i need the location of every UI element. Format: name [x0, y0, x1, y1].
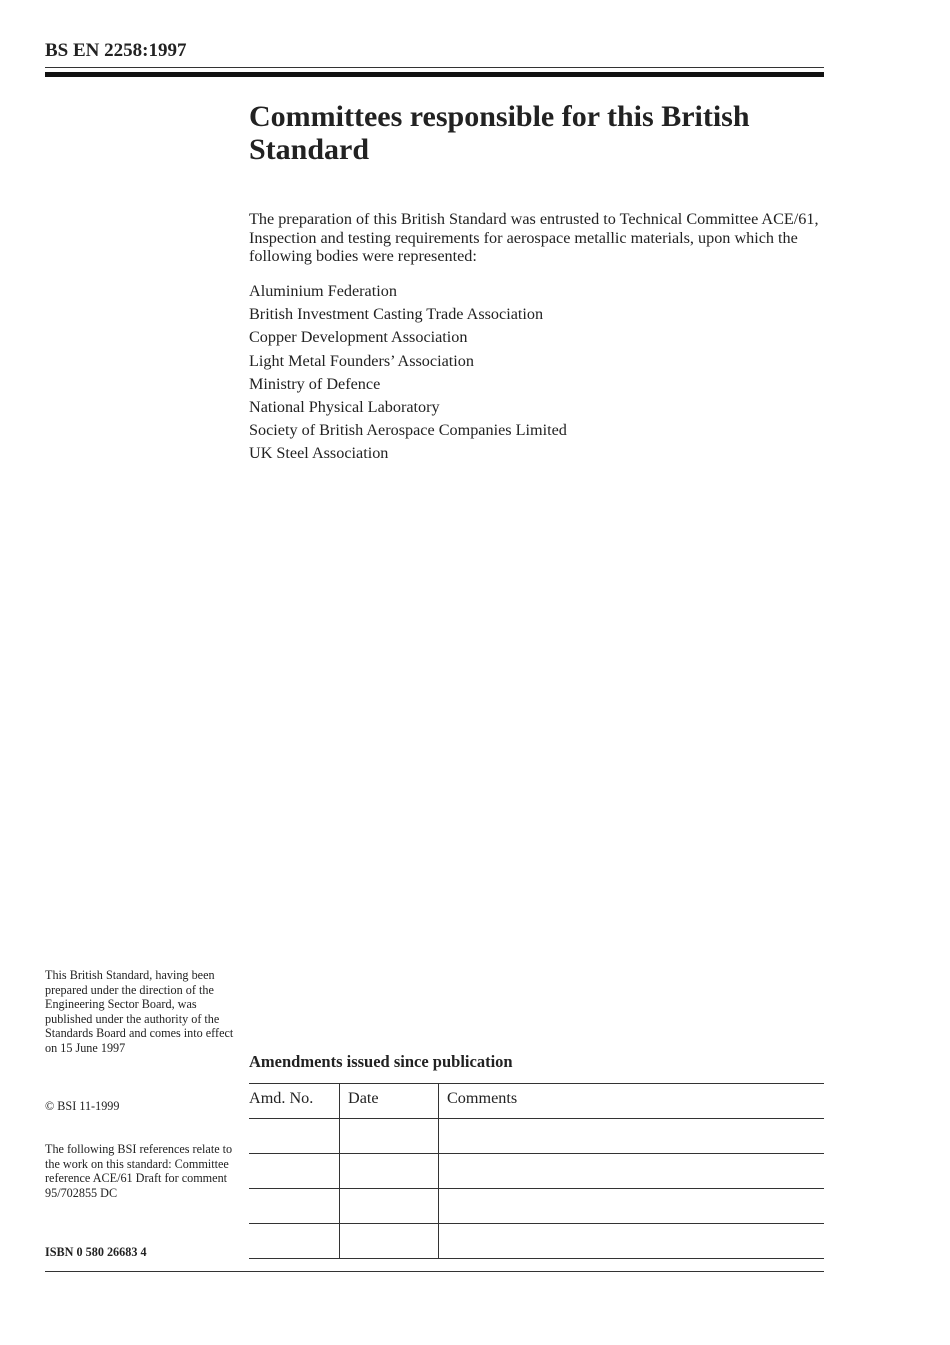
member-bodies-list — [249, 281, 567, 467]
footer-rule — [45, 1271, 824, 1272]
table-header-row — [249, 1084, 824, 1119]
intro-paragraph: The preparation of this British Standard was entrusted to Technical Committee ACE/61, Inspection and testing requirements for aerospace metallic materials, upon which the following bodies were represented: — [249, 210, 819, 265]
isbn: ISBN 0 580 26683 4 — [45, 1245, 147, 1259]
column-header-comments: Comments — [439, 1084, 825, 1119]
table-cell — [439, 1189, 825, 1224]
table-cell — [439, 1154, 825, 1189]
header-thick-rule — [45, 72, 824, 77]
bsi-references-note: The following BSI references relate to the work on this standard: Committee reference ACE/61 Draft for comment 95/702855 DC — [45, 1142, 233, 1200]
table-row — [249, 1119, 824, 1154]
column-header-date: Date — [340, 1084, 439, 1119]
table-cell — [340, 1224, 439, 1259]
list-item: Copper Development Association — [249, 328, 468, 347]
amendments-heading: Amendments issued since publication — [249, 1052, 513, 1071]
list-item: Aluminium Federation — [249, 282, 397, 300]
list-item: UK Steel Association — [249, 444, 389, 463]
column-header-amd-no: Amd. No. — [249, 1084, 340, 1119]
table-row — [249, 1154, 824, 1189]
list-item: Society of British Aerospace Companies Limited — [249, 421, 567, 440]
table-cell — [249, 1189, 340, 1224]
table-cell — [340, 1189, 439, 1224]
header-thin-rule — [45, 67, 824, 68]
table-cell — [439, 1224, 825, 1259]
table-cell — [439, 1119, 825, 1154]
document-id: BS EN 2258:1997 — [45, 40, 187, 61]
table-cell — [340, 1119, 439, 1154]
list-item: Light Metal Founders’ Association — [249, 351, 474, 370]
table-cell — [249, 1224, 340, 1259]
table-row — [249, 1224, 824, 1259]
amendments-table — [249, 1083, 824, 1259]
list-item: Ministry of Defence — [249, 374, 381, 393]
table-cell — [249, 1119, 340, 1154]
list-item: British Investment Casting Trade Association — [249, 305, 544, 324]
table-cell — [249, 1154, 340, 1189]
table-row — [249, 1189, 824, 1224]
publication-note: This British Standard, having been prepared under the direction of the Engineering Sector Board, was published under the authority of the Standards Board and comes into effect on 15 June 1997 — [45, 968, 234, 1055]
copyright-note: © BSI 11-1999 — [45, 1099, 120, 1113]
list-item: National Physical Laboratory — [249, 397, 440, 416]
page-title: Committees responsible for this British Standard — [249, 100, 750, 166]
table-cell — [340, 1154, 439, 1189]
